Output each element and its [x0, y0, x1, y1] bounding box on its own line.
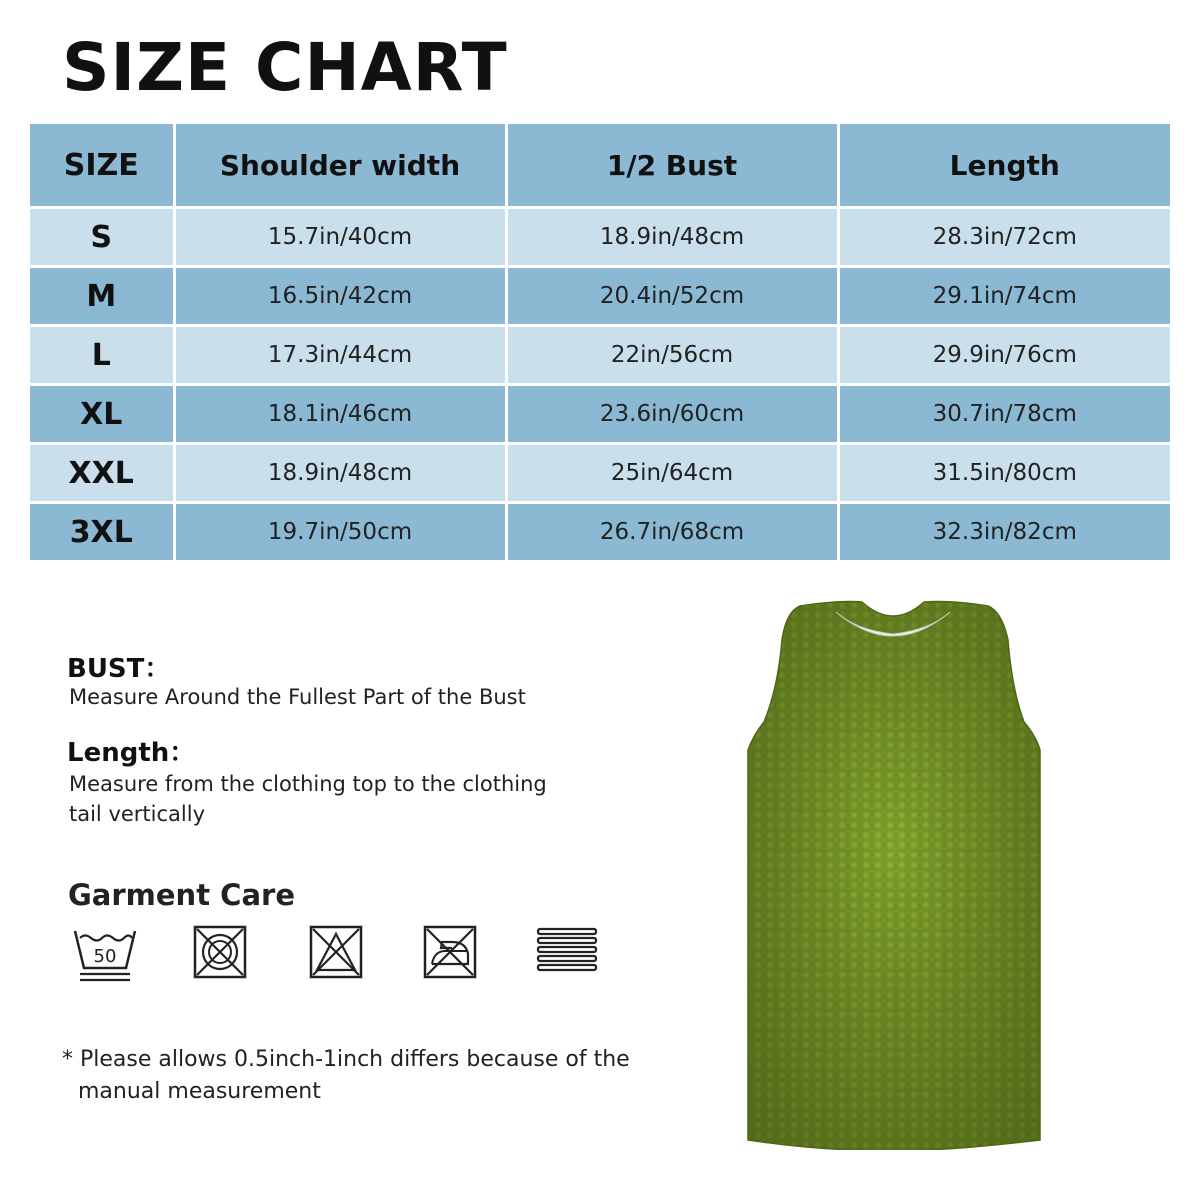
shoulder-cell: 18.9in/48cm [174, 444, 506, 503]
table-row [30, 208, 1170, 267]
size-cell: XXL [30, 444, 174, 503]
note-line2: manual measurement [78, 1079, 321, 1104]
shoulder-cell: 16.5in/42cm [174, 267, 506, 326]
measurement-note [62, 1044, 642, 1108]
wash-50-icon [72, 924, 138, 984]
shoulder-cell: 19.7in/50cm [174, 503, 506, 562]
header-size: SIZE [30, 124, 174, 208]
do-not-iron-icon [422, 924, 478, 980]
bust-cell: 22in/56cm [506, 326, 838, 385]
note-line1: * Please allows 0.5inch-1inch differs because of the [62, 1047, 630, 1072]
shoulder-cell: 18.1in/46cm [174, 385, 506, 444]
length-cell: 32.3in/82cm [838, 503, 1170, 562]
bust-cell: 23.6in/60cm [506, 385, 838, 444]
wash-temperature: 50 [93, 946, 117, 967]
table-row [30, 385, 1170, 444]
size-cell: M [30, 267, 174, 326]
table-row [30, 503, 1170, 562]
table-row [30, 444, 1170, 503]
size-chart-table [30, 124, 1170, 563]
dry-flat-icon [536, 924, 598, 974]
bust-cell: 25in/64cm [506, 444, 838, 503]
table-row [30, 326, 1170, 385]
size-cell: S [30, 208, 174, 267]
size-cell: XL [30, 385, 174, 444]
length-cell: 31.5in/80cm [838, 444, 1170, 503]
shoulder-cell: 17.3in/44cm [174, 326, 506, 385]
length-cell: 28.3in/72cm [838, 208, 1170, 267]
length-description-line1: Measure from the clothing top to the clothing [69, 772, 547, 796]
bust-cell: 18.9in/48cm [506, 208, 838, 267]
bust-cell: 20.4in/52cm [506, 267, 838, 326]
header-half-bust: 1/2 Bust [506, 124, 838, 208]
bust-description: Measure Around the Fullest Part of the Bust [69, 685, 526, 709]
bust-heading: BUST： [67, 654, 171, 684]
length-cell: 29.9in/76cm [838, 326, 1170, 385]
bust-cell: 26.7in/68cm [506, 503, 838, 562]
size-cell: L [30, 326, 174, 385]
length-description-line2: tail vertically [69, 802, 206, 826]
header-length: Length [838, 124, 1170, 208]
header-shoulder-width: Shoulder width [174, 124, 506, 208]
length-heading: Length： [67, 738, 196, 768]
do-not-bleach-icon [308, 924, 364, 980]
length-cell: 30.7in/78cm [838, 385, 1170, 444]
table-header-row [30, 124, 1170, 208]
length-cell: 29.1in/74cm [838, 267, 1170, 326]
tank-top-product-image [740, 600, 1046, 1150]
table-row [30, 267, 1170, 326]
page-title: SIZE CHART [62, 29, 508, 106]
size-cell: 3XL [30, 503, 174, 562]
do-not-tumble-dry-icon [192, 924, 248, 980]
garment-care-title: Garment Care [68, 878, 295, 912]
shoulder-cell: 15.7in/40cm [174, 208, 506, 267]
